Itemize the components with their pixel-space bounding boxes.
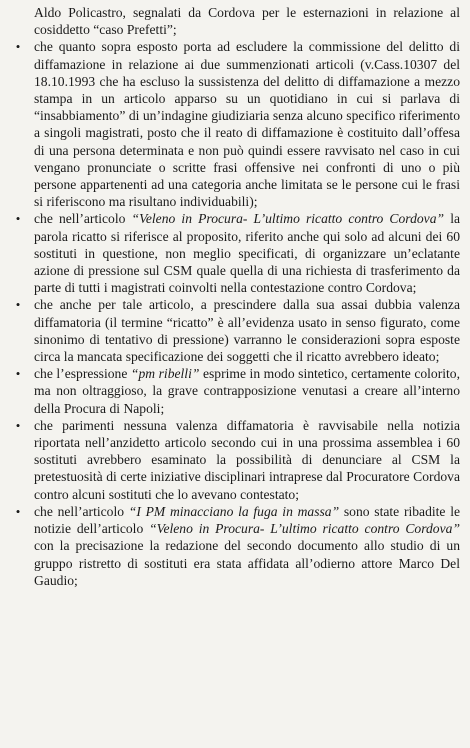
item-text: esprime in modo sintetico, certamente colorito, ma non oltraggioso, la grave contrapposizione venutasi a creare all’interno della Procura di Napoli; — [34, 366, 460, 416]
item-text: che parimenti nessuna valenza diffamatoria è ravvisabile nella notizia riportata nell’anzidetto articolo secondo cui in una prossima assemblea i 60 sostituti avrebbero esaminato la possibilità di denunciare al CSM la pretestuosità di certe iniziative disciplinari intraprese dal Procuratore Cordova contro alcuni sostituti che lo avevano contestato; — [34, 417, 460, 502]
list-item — [8, 38, 460, 210]
article-title: “I PM minacciano la fuga in massa” — [128, 503, 340, 519]
item-text: sono state ribadite le notizie dell’articolo — [34, 503, 460, 537]
article-title: “Veleno in Procura- L’ultimo ricatto contro Cordova” — [149, 521, 460, 537]
item-text: che nell’articolo — [34, 503, 129, 519]
bullet-icon: • — [15, 39, 21, 55]
item-text: la parola ricatto si riferisce al proposito, riferito anche qui solo ad alcuni dei 60 sostituti in questione, non meglio specificati, di organizzare un’eclatante azione di pressione sul CSM quale quella di una richiesta di trasferimento da parte di tutti i magistrati coinvolti nella contestazione contro Cordova; — [34, 211, 460, 296]
list-item — [8, 365, 460, 417]
list-item — [8, 296, 460, 365]
bullet-icon: • — [15, 366, 21, 382]
item-text: che l’espressione — [34, 366, 131, 382]
item-text: che nell’articolo — [34, 211, 132, 227]
bullet-icon: • — [15, 297, 21, 313]
item-text: che anche per tale articolo, a prescindere dalla sua assai dubbia valenza diffamatoria (il termine “ricatto” è all’evidenza usato in senso figurato, come sinonimo di tentativo di pressione) varranno le considerazioni sopra esposte circa la mancata specificazione dei soggetti che il ricatto avrebbero ideato; — [34, 297, 460, 365]
list-item — [8, 417, 460, 503]
article-title: “Veleno in Procura- L’ultimo ricatto contro Cordova” — [131, 211, 445, 227]
bullet-icon: • — [15, 211, 21, 227]
intro-paragraph — [8, 4, 460, 38]
item-text: con la precisazione la redazione del secondo documento allo studio di un gruppo ristretto di sostituti era stata affidata all’odierno attore Marco Del Gaudio; — [34, 538, 460, 588]
quoted-expression: “pm ribelli” — [130, 366, 200, 382]
intro-text: Aldo Policastro, segnalati da Cordova per le esternazioni in relazione al cosiddetto “caso Prefetti”; — [34, 5, 460, 38]
bullet-icon: • — [15, 503, 21, 519]
list-item — [8, 210, 460, 296]
list-item — [8, 503, 460, 589]
bullet-icon: • — [15, 417, 21, 433]
item-text: che quanto sopra esposto porta ad escludere la commissione del delitto di diffamazione in relazione ai due summenzionati articoli (v.Cass.10307 del 18.10.1993 che ha escluso la sussistenza del delitto di diffamazione a mezzo stampa in un articolo apparso su un quotidiano in cui si parlava di “insabbiamento” di un’indagine giudiziaria senza alcuno specifico riferimento a singoli magistrati, posto che il reato di diffamazione è costituito dall’offesa di una persona determinata e non può quindi essere ravvisato nel caso in cui vengano pronunciate o scritte frasi offensive nei confronti di uno o più persone appartenenti ad una categoria anche limitata se le persone cui le frasi si riferiscono ma risultano individuabili); — [34, 39, 460, 210]
